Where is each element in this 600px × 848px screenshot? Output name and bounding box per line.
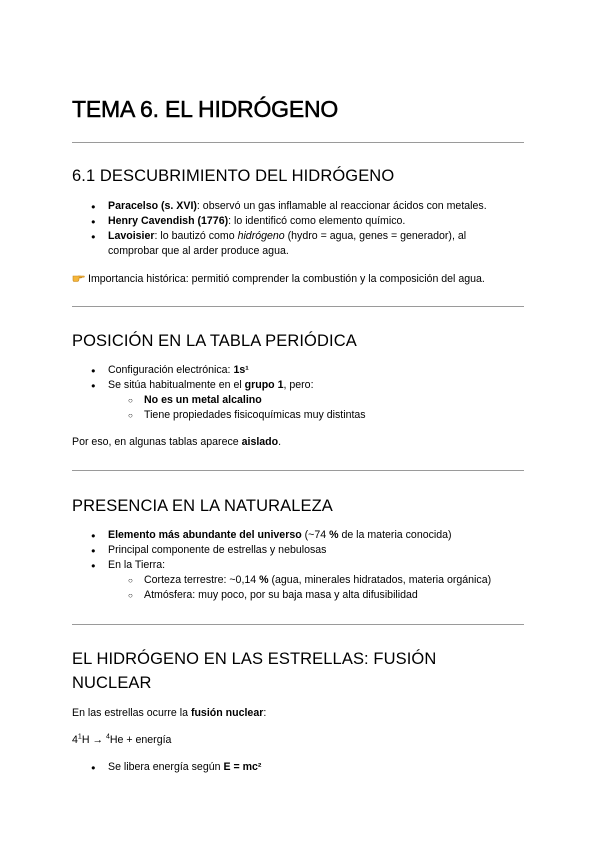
- list-item: ● Se sitúa habitualmente en el grupo 1, pero: ○ No es un metal alcalino ○ Tiene propiedades fisicoquímicas muy distintas: [91, 378, 366, 423]
- section-heading-posicion: POSICIÓN EN LA TABLA PERIÓDICA: [72, 332, 357, 350]
- sub-list-item: ○ Atmósfera: muy poco, por su baja masa y alta difusibilidad: [108, 588, 491, 603]
- list-item: ● Lavoisier: lo bautizó como hidrógeno (hydro = agua, genes = generador), al comprobar que al arder produce agua.: [91, 229, 487, 259]
- sub-list: [108, 573, 491, 603]
- isolated-note: Por eso, en algunas tablas aparece aislado.: [72, 436, 282, 448]
- sub-list-item: ○ Tiene propiedades fisicoquímicas muy distintas: [108, 408, 366, 423]
- pointing-hand-icon: [72, 272, 85, 283]
- section-heading-descubrimiento: 6.1 DESCUBRIMIENTO DEL HIDRÓGENO: [72, 167, 395, 185]
- divider: [72, 306, 524, 307]
- sub-list-item: ○ No es un metal alcalino: [108, 393, 366, 408]
- list-item: ● Paracelso (s. XVI): observó un gas inflamable al reaccionar ácidos con metales.: [91, 199, 487, 214]
- fusion-list: [91, 760, 261, 775]
- presence-list: [91, 528, 491, 603]
- divider: [72, 624, 524, 625]
- page-title: TEMA 6. EL HIDRÓGENO: [72, 96, 339, 122]
- discovery-list: [91, 199, 487, 259]
- section-heading-presencia: PRESENCIA EN LA NATURALEZA: [72, 497, 333, 515]
- fusion-equation: $4^1H \to ^4He$ + energía: [72, 733, 172, 746]
- fusion-intro: En las estrellas ocurre la fusión nuclear:: [72, 707, 267, 719]
- divider: [72, 470, 524, 471]
- list-item: ● Se libera energía según E = mc²: [91, 760, 261, 775]
- sub-list-item: ○ Corteza terrestre: ~0,14 % (agua, minerales hidratados, materia orgánica): [108, 573, 491, 588]
- list-item: ● Elemento más abundante del universo (~74 % de la materia conocida): [91, 528, 491, 543]
- list-item: ● Henry Cavendish (1776): lo identificó como elemento químico.: [91, 214, 487, 229]
- sub-list: [108, 393, 366, 423]
- list-item: ● En la Tierra: ○ Corteza terrestre: ~0,14 % (agua, minerales hidratados, materia orgánica) ○ Atmósfera: muy poco, por su baja masa y alta difusibilidad: [91, 558, 491, 603]
- list-item: ● Principal componente de estrellas y nebulosas: [91, 543, 491, 558]
- divider: [72, 142, 524, 143]
- section-heading-estrellas: EL HIDRÓGENO EN LAS ESTRELLAS: FUSIÓN NUCLEAR: [72, 650, 437, 692]
- historical-note: Importancia histórica: permitió comprender la combustión y la composición del agua.: [72, 271, 485, 287]
- position-list: [91, 363, 366, 423]
- list-item: ● Configuración electrónica: 1s¹: [91, 363, 366, 378]
